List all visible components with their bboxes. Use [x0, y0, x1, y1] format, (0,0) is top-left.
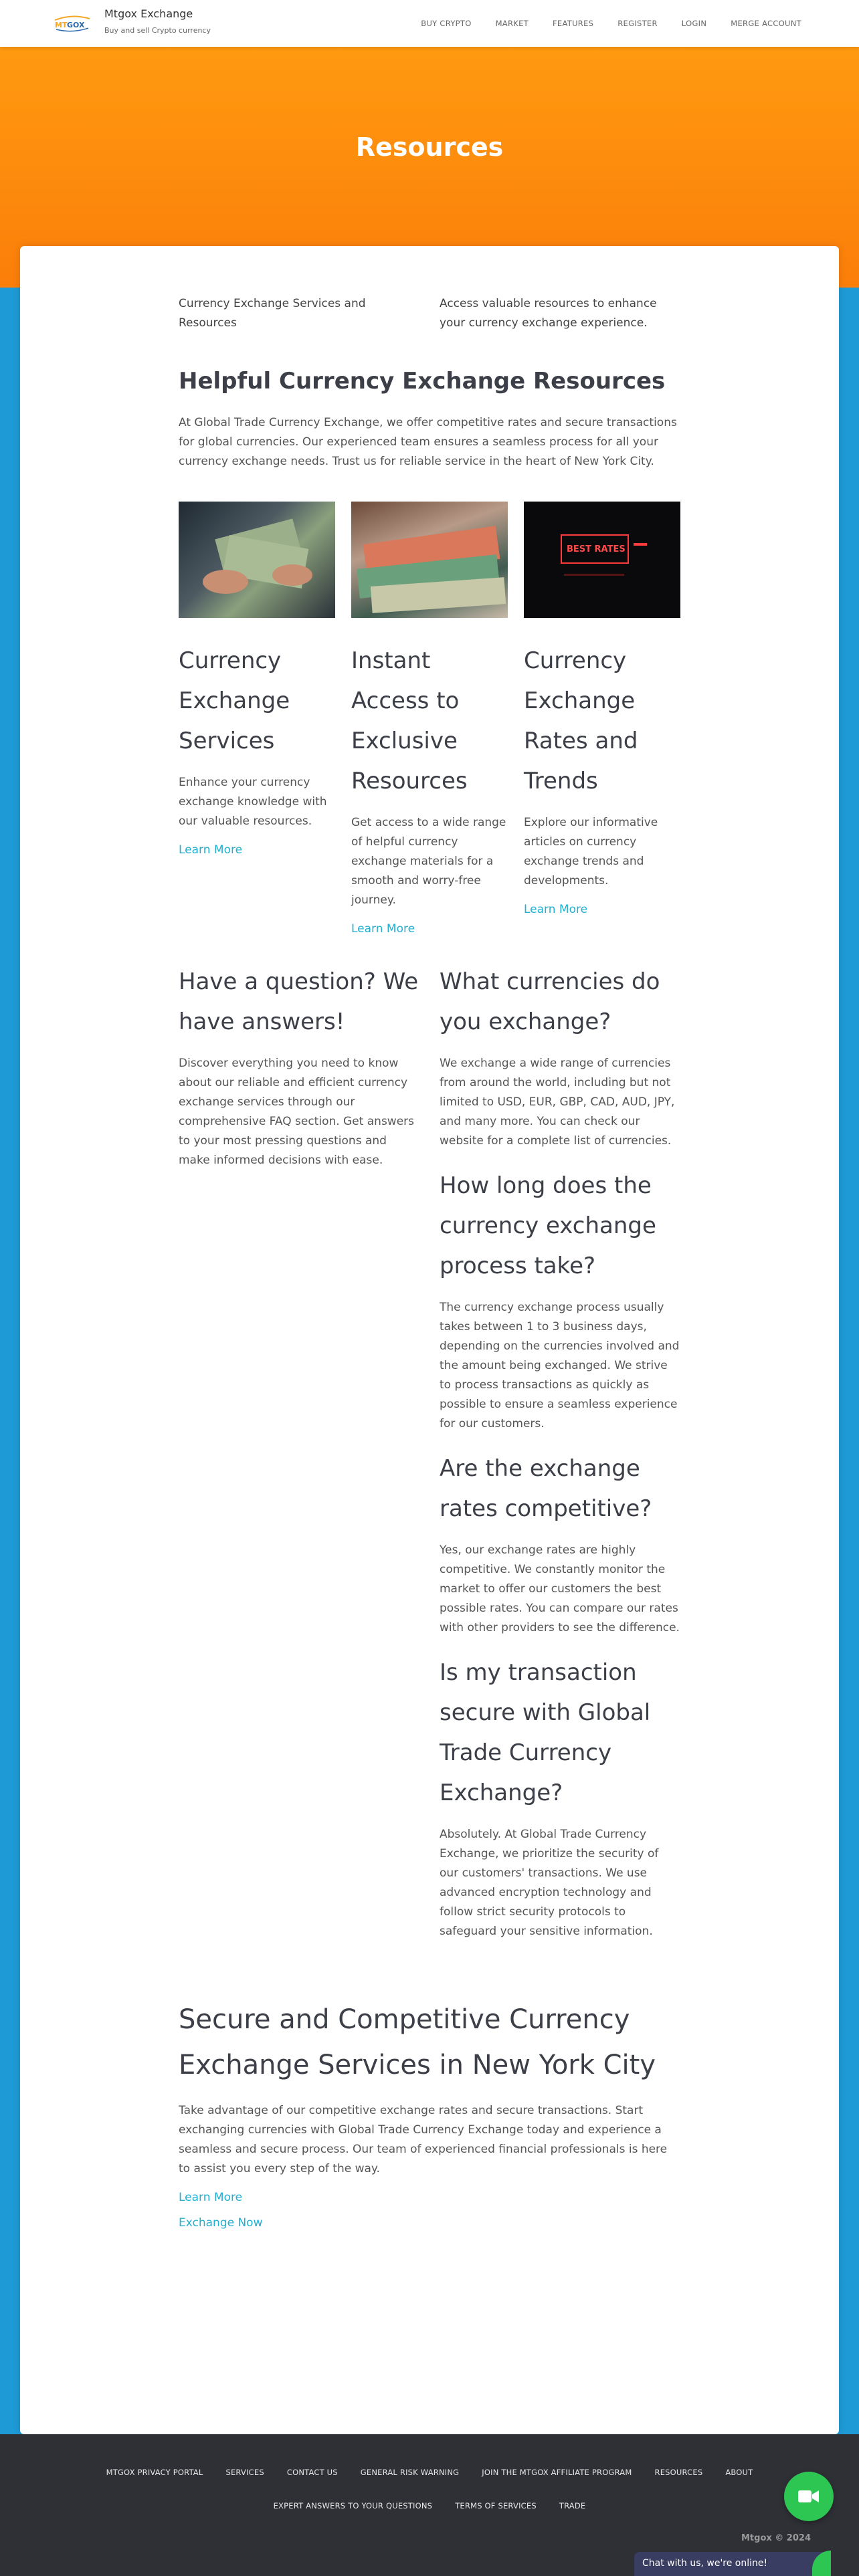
nav-register[interactable]: REGISTER [617, 19, 658, 28]
money-hands-image [179, 502, 335, 618]
footer-link-terms[interactable]: TERMS OF SERVICES [455, 2501, 537, 2510]
helpful-resources-body: At Global Trade Currency Exchange, we offer competitive rates and secure transactions for global currencies. Our experienced team ensures a seamless process for all your currency exchange needs. Trust us for reliable service in the heart of New York City. [179, 416, 677, 468]
feature-title: Currency Exchange Services [179, 647, 290, 754]
intro-right-text: Access valuable resources to enhance your currency exchange experience. [440, 297, 657, 330]
exchange-now-link[interactable]: Exchange Now [179, 2216, 263, 2230]
chat-widget-bar[interactable]: Chat with us, we're online! [634, 2552, 828, 2576]
footer-link-services[interactable]: SERVICES [225, 2468, 264, 2477]
feature-body: Enhance your currency exchange knowledge with our valuable resources. [179, 776, 327, 828]
feature-card [524, 502, 680, 936]
intro-row [179, 294, 680, 333]
nav-features[interactable]: FEATURES [552, 19, 594, 28]
feature-body: Explore our informative articles on currency exchange trends and developments. [524, 816, 658, 887]
learn-more-link[interactable]: Learn More [179, 2191, 243, 2204]
footer-link-resources[interactable]: RESOURCES [654, 2468, 703, 2477]
svg-text:MT: MT [55, 21, 68, 29]
best-rates-sign-image [524, 502, 680, 618]
svg-text:GOX: GOX [67, 21, 85, 29]
video-camera-icon [798, 2488, 820, 2504]
feature-title: Currency Exchange Rates and Trends [524, 647, 638, 794]
nav-login[interactable]: LOGIN [681, 19, 707, 28]
nav-buy-crypto[interactable]: BUY CRYPTO [421, 19, 472, 28]
faq-list [440, 962, 680, 1956]
faq-answer: The currency exchange process usually takes between 1 to 3 business days, depending on the currencies involved and the amount being exchanged. We strive to process transactions as quickly as possible to ensure a seamless experience for our customers. [440, 1301, 680, 1430]
feature-card [179, 502, 335, 936]
feature-title: Instant Access to Exclusive Resources [351, 647, 468, 794]
copyright: Mtgox © 2024 [741, 2533, 811, 2543]
footer [0, 2434, 859, 2576]
faq-question: What currencies do you exchange? [440, 968, 660, 1035]
content-card [20, 246, 839, 2434]
faq-question: How long does the currency exchange process take? [440, 1172, 656, 1279]
footer-link-trade[interactable]: TRADE [559, 2501, 586, 2510]
mtgox-logo[interactable] [54, 15, 91, 32]
faq-question: Are the exchange rates competitive? [440, 1455, 652, 1522]
footer-link-expert-answers[interactable]: EXPERT ANSWERS TO YOUR QUESTIONS [273, 2501, 433, 2510]
closing-heading: Secure and Competitive Currency Exchange Services in New York City [179, 2004, 656, 2080]
closing-body: Take advantage of our competitive exchange rates and secure transactions. Start exchanging currencies with Global Trade Currency Exchange today and experience a seamless and secure process. Our team of experienced financial professionals is here to assist you every step of the way. [179, 2104, 668, 2175]
learn-more-link[interactable]: Learn More [351, 922, 415, 936]
feature-columns [179, 502, 680, 936]
faq-heading: Have a question? We have answers! [179, 968, 419, 1035]
faq-answer: We exchange a wide range of currencies from around the world, including but not limited to USD, EUR, GBP, CAD, AUD, JPY, and many more. You can check our website for a complete list of currencies. [440, 1057, 675, 1148]
footer-link-privacy[interactable]: MTGOX PRIVACY PORTAL [106, 2468, 203, 2477]
brand-tagline: Buy and sell Crypto currency [104, 26, 211, 35]
learn-more-link[interactable]: Learn More [524, 903, 588, 916]
best-rates-sign-text: BEST RATES [567, 544, 626, 554]
top-navbar [0, 0, 859, 47]
euro-banknotes-image [351, 502, 508, 618]
faq-question: Is my transaction secure with Global Trade Currency Exchange? [440, 1659, 651, 1806]
video-chat-button[interactable] [784, 2472, 834, 2521]
faq-intro-body: Discover everything you need to know about our reliable and efficient currency exchange services through our comprehensive FAQ section. Get answers to your most pressing questions and make informed decisions with ease. [179, 1057, 415, 1167]
faq-answer: Yes, our exchange rates are highly competitive. We constantly monitor the market to offer our customers the best possible rates. You can compare our rates with other providers to see the difference. [440, 1543, 680, 1634]
helpful-resources-heading: Helpful Currency Exchange Resources [179, 368, 666, 395]
footer-links-row [0, 2468, 859, 2477]
faq-section [179, 962, 680, 1956]
main-nav [397, 19, 801, 28]
footer-link-risk-warning[interactable]: GENERAL RISK WARNING [360, 2468, 460, 2477]
nav-market[interactable]: MARKET [495, 19, 529, 28]
closing-section [179, 1997, 680, 2230]
feature-card [351, 502, 508, 936]
footer-link-affiliate[interactable]: JOIN THE MTGOX AFFILIATE PROGRAM [482, 2468, 632, 2477]
nav-merge-account[interactable]: MERGE ACCOUNT [731, 19, 801, 28]
brand-name[interactable]: Mtgox Exchange [104, 7, 193, 20]
learn-more-link[interactable]: Learn More [179, 843, 243, 857]
feature-body: Get access to a wide range of helpful currency exchange materials for a smooth and worry-free journey. [351, 816, 506, 907]
footer-link-contact[interactable]: CONTACT US [286, 2468, 338, 2477]
faq-answer: Absolutely. At Global Trade Currency Exchange, we prioritize the security of our customers' transactions. We use advanced encryption technology and follow strict security protocols to safeguard your sensitive information. [440, 1828, 659, 1938]
page-title: Resources [355, 132, 504, 162]
footer-links-row [0, 2501, 859, 2510]
faq-intro [179, 962, 419, 1956]
footer-link-about[interactable]: ABOUT [725, 2468, 753, 2477]
intro-left-text: Currency Exchange Services and Resources [179, 297, 366, 330]
